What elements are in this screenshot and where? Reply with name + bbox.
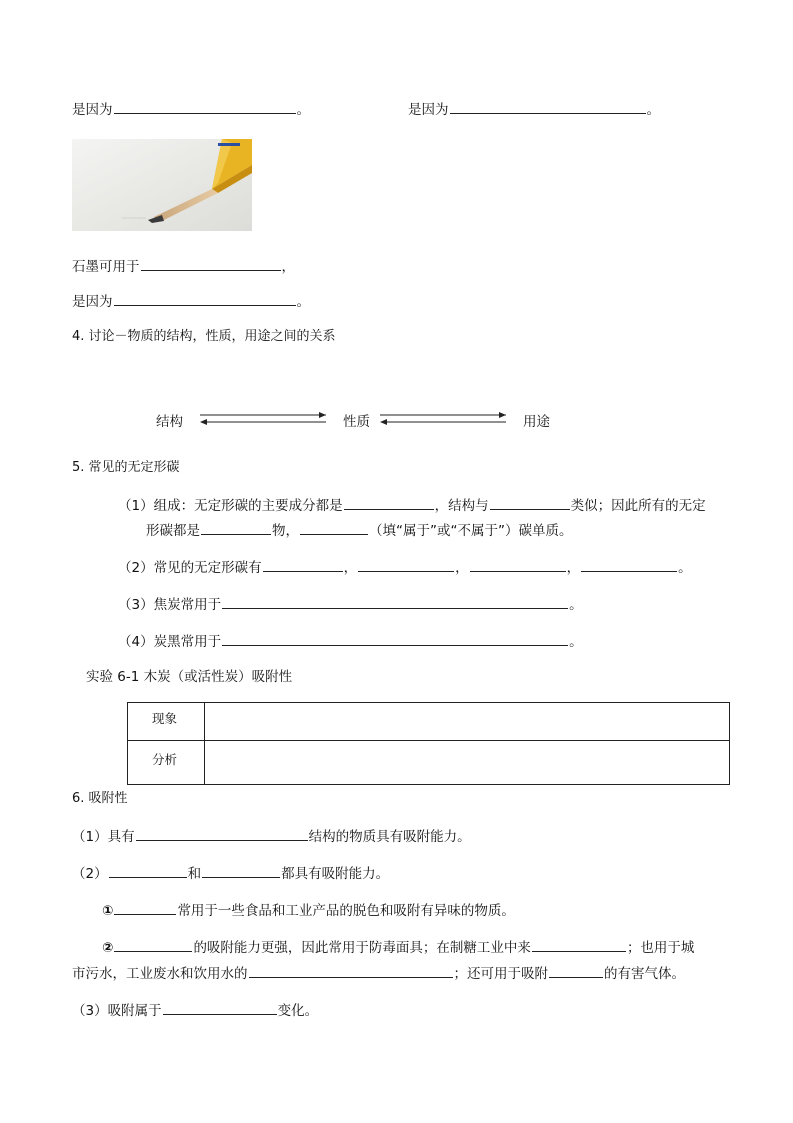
answer-blank[interactable] — [201, 519, 271, 535]
text: 物， — [272, 523, 299, 539]
period: 。 — [569, 597, 583, 613]
period: 。 — [678, 560, 692, 576]
answer-blank[interactable] — [114, 936, 192, 952]
answer-blank[interactable] — [109, 862, 187, 878]
reason-prefix: 是因为 — [72, 102, 113, 118]
diagram-structure: 结构 — [156, 414, 183, 430]
section-6-item-2-sub-2-line-2 — [72, 962, 685, 984]
period: 。 — [296, 294, 310, 310]
experiment-title: 实验 6-1 木炭（或活性炭）吸附性 — [86, 669, 293, 685]
section-6-item-2-sub-2-line-1 — [102, 936, 694, 958]
section-4-heading: 4. 讨论－物质的结构，性质，用途之间的关系 — [72, 329, 336, 344]
section-6-item-3 — [72, 999, 318, 1021]
answer-blank[interactable] — [114, 290, 296, 306]
text: ；还可用于吸附 — [453, 966, 548, 982]
text: 都具有吸附能力。 — [281, 866, 390, 882]
section-5-item-1-line-1 — [118, 494, 706, 516]
reason-prefix: 是因为 — [408, 102, 449, 118]
experiment-table — [127, 702, 730, 785]
text: 结构的物质具有吸附能力。 — [308, 829, 471, 845]
answer-blank[interactable] — [470, 556, 566, 572]
text: ；也用于城 — [626, 940, 695, 956]
table-row — [128, 703, 730, 741]
section-5-item-4 — [118, 630, 583, 652]
answer-blank[interactable] — [202, 862, 280, 878]
answer-blank[interactable] — [114, 98, 296, 114]
answer-blank[interactable] — [300, 519, 368, 535]
text: （2）常见的无定形碳有 — [118, 560, 262, 576]
answer-blank[interactable] — [532, 936, 626, 952]
diagram-use: 用途 — [523, 414, 550, 430]
text: 的有害气体。 — [604, 966, 685, 982]
answer-blank[interactable] — [222, 630, 568, 646]
section-6-heading: 6. 吸附性 — [72, 791, 128, 806]
comma: ， — [566, 560, 581, 576]
reason-line-left — [72, 98, 310, 120]
comma: ， — [281, 259, 295, 275]
circled-number-1: ① — [102, 903, 114, 919]
row-label-phenomenon: 现象 — [128, 703, 205, 741]
section-5-item-3 — [118, 593, 583, 615]
text: 类似；因此所有的无定 — [570, 498, 706, 514]
section-5-heading: 5. 常见的无定形碳 — [72, 460, 180, 475]
text: 形碳都是 — [146, 523, 200, 539]
table-row — [128, 741, 730, 785]
answer-blank[interactable] — [114, 899, 176, 915]
text: （3）吸附属于 — [72, 1003, 162, 1019]
circled-number-2: ② — [102, 940, 114, 956]
graphite-use-prefix: 石墨可用于 — [72, 259, 140, 275]
text: （4）炭黑常用于 — [118, 634, 222, 650]
row-label-analysis: 分析 — [128, 741, 205, 785]
comma: ， — [455, 560, 469, 576]
text: 和 — [187, 866, 202, 882]
section-6-item-1 — [72, 825, 471, 847]
text: 常用于一些食品和工业产品的脱色和吸附有异味的物质。 — [177, 903, 515, 919]
pencil-graphite-photo — [72, 139, 252, 231]
text: 变化。 — [277, 1003, 319, 1019]
pencil-icon — [72, 139, 252, 231]
text: 市污水，工业废水和饮用水的 — [72, 966, 248, 982]
text: 的吸附能力更强，因此常用于防毒面具；在制糖工业中来 — [193, 940, 531, 956]
graphite-reason-line — [72, 290, 310, 312]
analysis-answer-cell[interactable] — [205, 741, 730, 785]
text: （填“属于”或“不属于”）碳单质。 — [369, 523, 573, 539]
answer-blank[interactable] — [549, 962, 603, 978]
period: 。 — [646, 102, 660, 118]
answer-blank[interactable] — [163, 999, 277, 1015]
phenomenon-answer-cell[interactable] — [205, 703, 730, 741]
section-5-item-2 — [118, 556, 692, 578]
text: （1）具有 — [72, 829, 135, 845]
double-arrow-icon — [378, 410, 510, 428]
answer-blank[interactable] — [490, 494, 570, 510]
answer-blank[interactable] — [141, 255, 281, 271]
answer-blank[interactable] — [263, 556, 343, 572]
text: （3）焦炭常用于 — [118, 597, 222, 613]
period: 。 — [296, 102, 310, 118]
double-arrow-icon — [198, 410, 330, 428]
period: 。 — [569, 634, 583, 650]
diagram-property: 性质 — [343, 414, 370, 430]
answer-blank[interactable] — [344, 494, 434, 510]
answer-blank[interactable] — [222, 593, 568, 609]
text: ，结构与 — [434, 498, 489, 514]
section-6-item-2-sub-1 — [102, 899, 515, 921]
section-5-item-1-line-2 — [146, 519, 572, 541]
reason-line-right — [408, 98, 660, 120]
answer-blank[interactable] — [136, 825, 308, 841]
section-6-item-2 — [72, 862, 389, 884]
text: （1）组成：无定形碳的主要成分都是 — [118, 498, 343, 514]
reason-prefix: 是因为 — [72, 294, 113, 310]
answer-blank[interactable] — [450, 98, 646, 114]
comma: ， — [343, 560, 358, 576]
answer-blank[interactable] — [581, 556, 677, 572]
graphite-use-line — [72, 255, 295, 277]
text: （2） — [72, 866, 108, 882]
answer-blank[interactable] — [358, 556, 454, 572]
answer-blank[interactable] — [249, 962, 453, 978]
